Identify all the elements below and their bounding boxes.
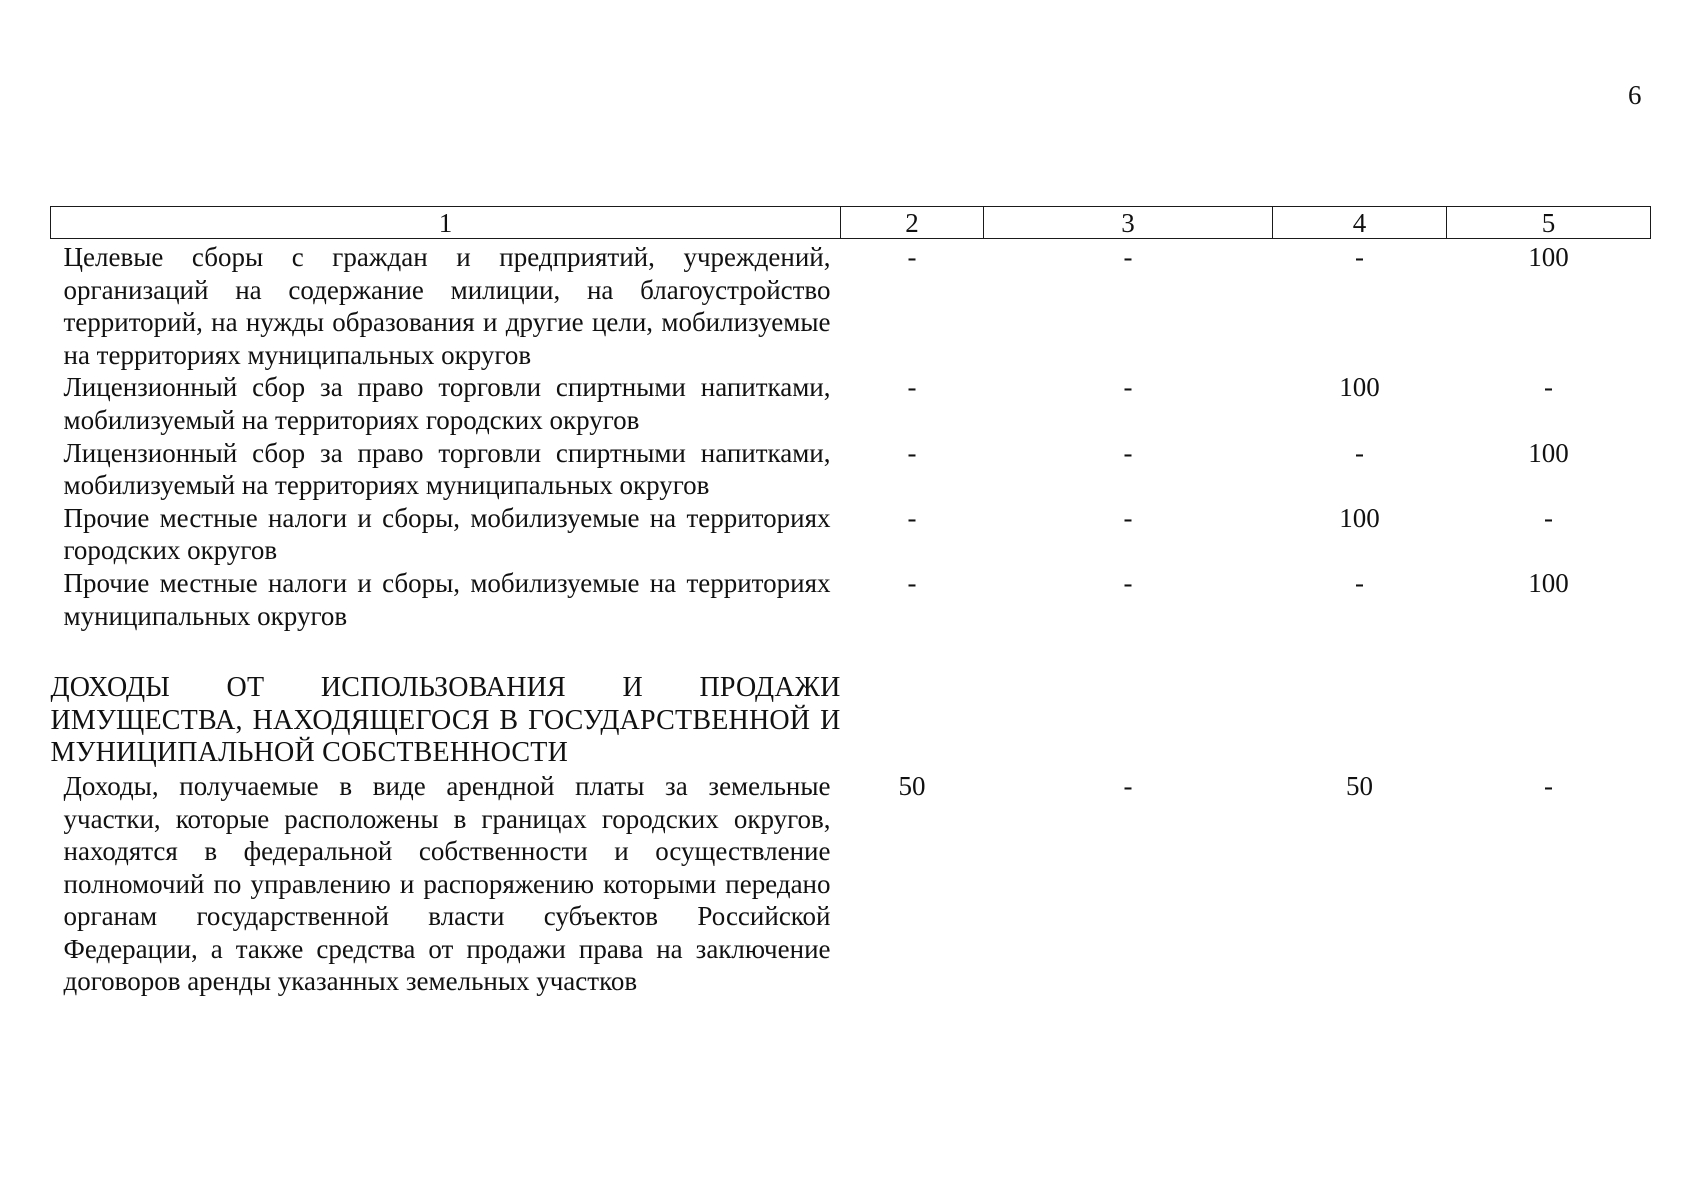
page-number: 6 [1628, 80, 1642, 110]
section-heading-row [51, 672, 1651, 770]
table-row [51, 567, 1651, 632]
table-row [51, 437, 1651, 502]
row-description: Доходы, получаемые в виде арендной платы за земельные участки, которые расположены в границах городских округов, находятся в федеральной собственности и осуществление полномочий по управлению и распоряжению которыми передано органам государственной власти субъектов Российской Федерации, а также средства от продажи права на заключение договоров аренды указанных земельных участков [63, 770, 831, 997]
section-heading: ДОХОДЫ ОТ ИСПОЛЬЗОВАНИЯ И ПРОДАЖИ ИМУЩЕСТВА, НАХОДЯЩЕГОСЯ В ГОСУДАРСТВЕННОЙ И МУНИЦИПАЛЬНОЙ СОБСТВЕННОСТИ [50, 672, 841, 769]
column-header-1: 1 [51, 207, 841, 239]
cell-col-5: 100 [1528, 242, 1569, 272]
cell-col-3: - [1123, 502, 1133, 533]
spacer-row [51, 632, 1651, 672]
cell-col-2: 50 [898, 770, 926, 801]
row-description: Прочие местные налоги и сборы, мобилизуемые на территориях муниципальных округов [63, 567, 831, 631]
row-description: Целевые сборы с граждан и предприятий, учреждений, организаций на содержание милиции, на благоустройство территорий, на нужды образования и другие цели, мобилизуемые на территориях муниципальных округов [63, 242, 831, 370]
column-header-3: 3 [984, 207, 1273, 239]
cell-col-4: 50 [1346, 770, 1373, 801]
column-header-2: 2 [841, 207, 984, 239]
table-row [51, 770, 1651, 998]
table-header-row [51, 207, 1651, 239]
cell-col-3: - [1123, 567, 1133, 598]
cell-col-4: - [1355, 567, 1364, 598]
cell-col-2: - [907, 567, 917, 598]
cell-col-5: - [1544, 770, 1553, 801]
row-description: Лицензионный сбор за право торговли спиртными напитками, мобилизуемый на территориях городских округов [63, 372, 831, 435]
table-row [51, 239, 1651, 372]
row-description: Лицензионный сбор за право торговли спиртными напитками, мобилизуемый на территориях муниципальных округов [63, 437, 831, 501]
table-row [51, 371, 1651, 436]
cell-col-4: - [1355, 242, 1364, 272]
cell-col-4: - [1355, 437, 1364, 468]
row-description: Прочие местные налоги и сборы, мобилизуемые на территориях городских округов [63, 502, 831, 566]
cell-col-3: - [1123, 770, 1133, 801]
cell-col-2: - [907, 242, 917, 272]
cell-col-5: 100 [1528, 567, 1569, 598]
cell-col-5: 100 [1528, 437, 1569, 468]
cell-col-5: - [1544, 372, 1553, 403]
cell-col-5: - [1544, 502, 1553, 533]
cell-col-2: - [907, 372, 917, 403]
cell-col-3: - [1123, 372, 1133, 403]
cell-col-2: - [907, 502, 917, 533]
cell-col-3: - [1123, 242, 1133, 272]
table-row [51, 502, 1651, 567]
cell-col-3: - [1123, 437, 1133, 468]
cell-col-4: 100 [1339, 372, 1380, 403]
column-header-4: 4 [1273, 207, 1447, 239]
column-header-5: 5 [1447, 207, 1651, 239]
cell-col-2: - [907, 437, 917, 468]
revenue-distribution-table [50, 206, 1651, 998]
cell-col-4: 100 [1339, 502, 1380, 533]
